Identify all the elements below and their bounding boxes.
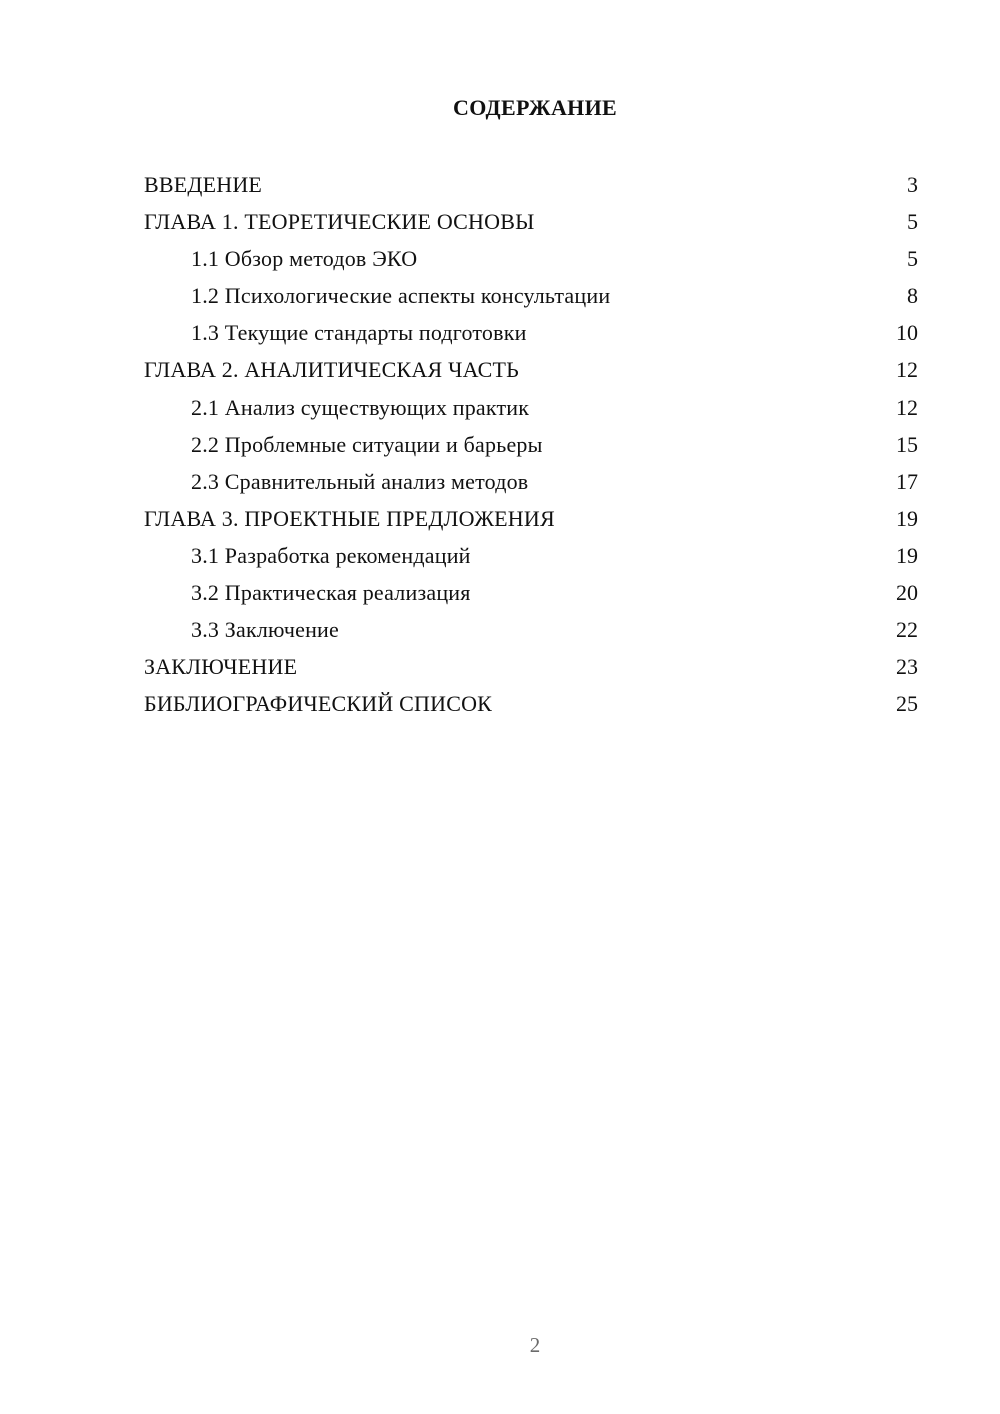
toc-entry-section-2-3[interactable] — [144, 463, 918, 500]
toc-entry-label: 3.3 Заключение — [191, 617, 339, 643]
toc-entry-page: 20 — [896, 580, 918, 606]
toc-entry-label: ГЛАВА 2. АНАЛИТИЧЕСКАЯ ЧАСТЬ — [144, 357, 519, 383]
toc-entry-page: 8 — [907, 283, 918, 309]
toc-entry-page: 3 — [907, 172, 918, 197]
toc-entry-label: 1.1 Обзор методов ЭКО — [191, 246, 418, 272]
toc-entry-page: 22 — [896, 617, 918, 643]
toc-entry-page: 15 — [896, 431, 918, 457]
toc-entry-label: ГЛАВА 1. ТЕОРЕТИЧЕСКИЕ ОСНОВЫ — [144, 209, 535, 235]
page-title: СОДЕРЖАНИЕ — [453, 95, 617, 120]
toc-entry-label: 2.1 Анализ существующих практик — [191, 394, 530, 420]
toc-entry-section-3-3[interactable] — [144, 611, 918, 648]
toc-entry-section-2-1[interactable] — [144, 389, 918, 426]
toc-entry-page: 19 — [896, 505, 918, 531]
toc-entry-introduction[interactable] — [144, 166, 918, 203]
toc-entry-page: 5 — [907, 209, 918, 235]
toc-entry-page: 17 — [896, 468, 918, 494]
toc-entry-label: ВВЕДЕНИЕ — [144, 172, 263, 197]
toc-entry-section-3-1[interactable] — [144, 537, 918, 574]
toc-entry-section-3-2[interactable] — [144, 574, 918, 611]
table-of-contents — [144, 166, 918, 722]
toc-entry-chapter-2[interactable] — [144, 351, 918, 388]
toc-entry-label: ЗАКЛЮЧЕНИЕ — [144, 654, 298, 680]
toc-entry-section-1-1[interactable] — [144, 240, 918, 277]
toc-entry-label: 2.3 Сравнительный анализ методов — [191, 468, 529, 494]
toc-entry-page: 12 — [896, 394, 918, 420]
toc-entry-page: 19 — [896, 542, 918, 568]
toc-entry-page: 10 — [896, 320, 918, 346]
toc-entry-page: 25 — [896, 691, 918, 717]
toc-entry-section-2-2[interactable] — [144, 426, 918, 463]
toc-entry-section-1-3[interactable] — [144, 314, 918, 351]
toc-entry-label: 3.2 Практическая реализация — [191, 580, 471, 606]
toc-entry-label: 1.2 Психологические аспекты консультации — [191, 283, 611, 309]
toc-entry-label: 1.3 Текущие стандарты подготовки — [191, 320, 527, 346]
toc-entry-label: 2.2 Проблемные ситуации и барьеры — [191, 431, 543, 457]
toc-entry-bibliography[interactable] — [144, 685, 918, 722]
page-number: 2 — [529, 1333, 541, 1357]
toc-entry-chapter-3[interactable] — [144, 500, 918, 537]
toc-entry-label: БИБЛИОГРАФИЧЕСКИЙ СПИСОК — [144, 691, 493, 717]
toc-entry-page: 5 — [907, 246, 918, 272]
toc-entry-page: 23 — [896, 654, 918, 680]
toc-entry-conclusion[interactable] — [144, 648, 918, 685]
toc-entry-section-1-2[interactable] — [144, 277, 918, 314]
toc-entry-page: 12 — [896, 357, 918, 383]
toc-entry-label: ГЛАВА 3. ПРОЕКТНЫЕ ПРЕДЛОЖЕНИЯ — [144, 505, 555, 531]
toc-entry-label: 3.1 Разработка рекомендаций — [191, 542, 471, 568]
toc-entry-chapter-1[interactable] — [144, 203, 918, 240]
